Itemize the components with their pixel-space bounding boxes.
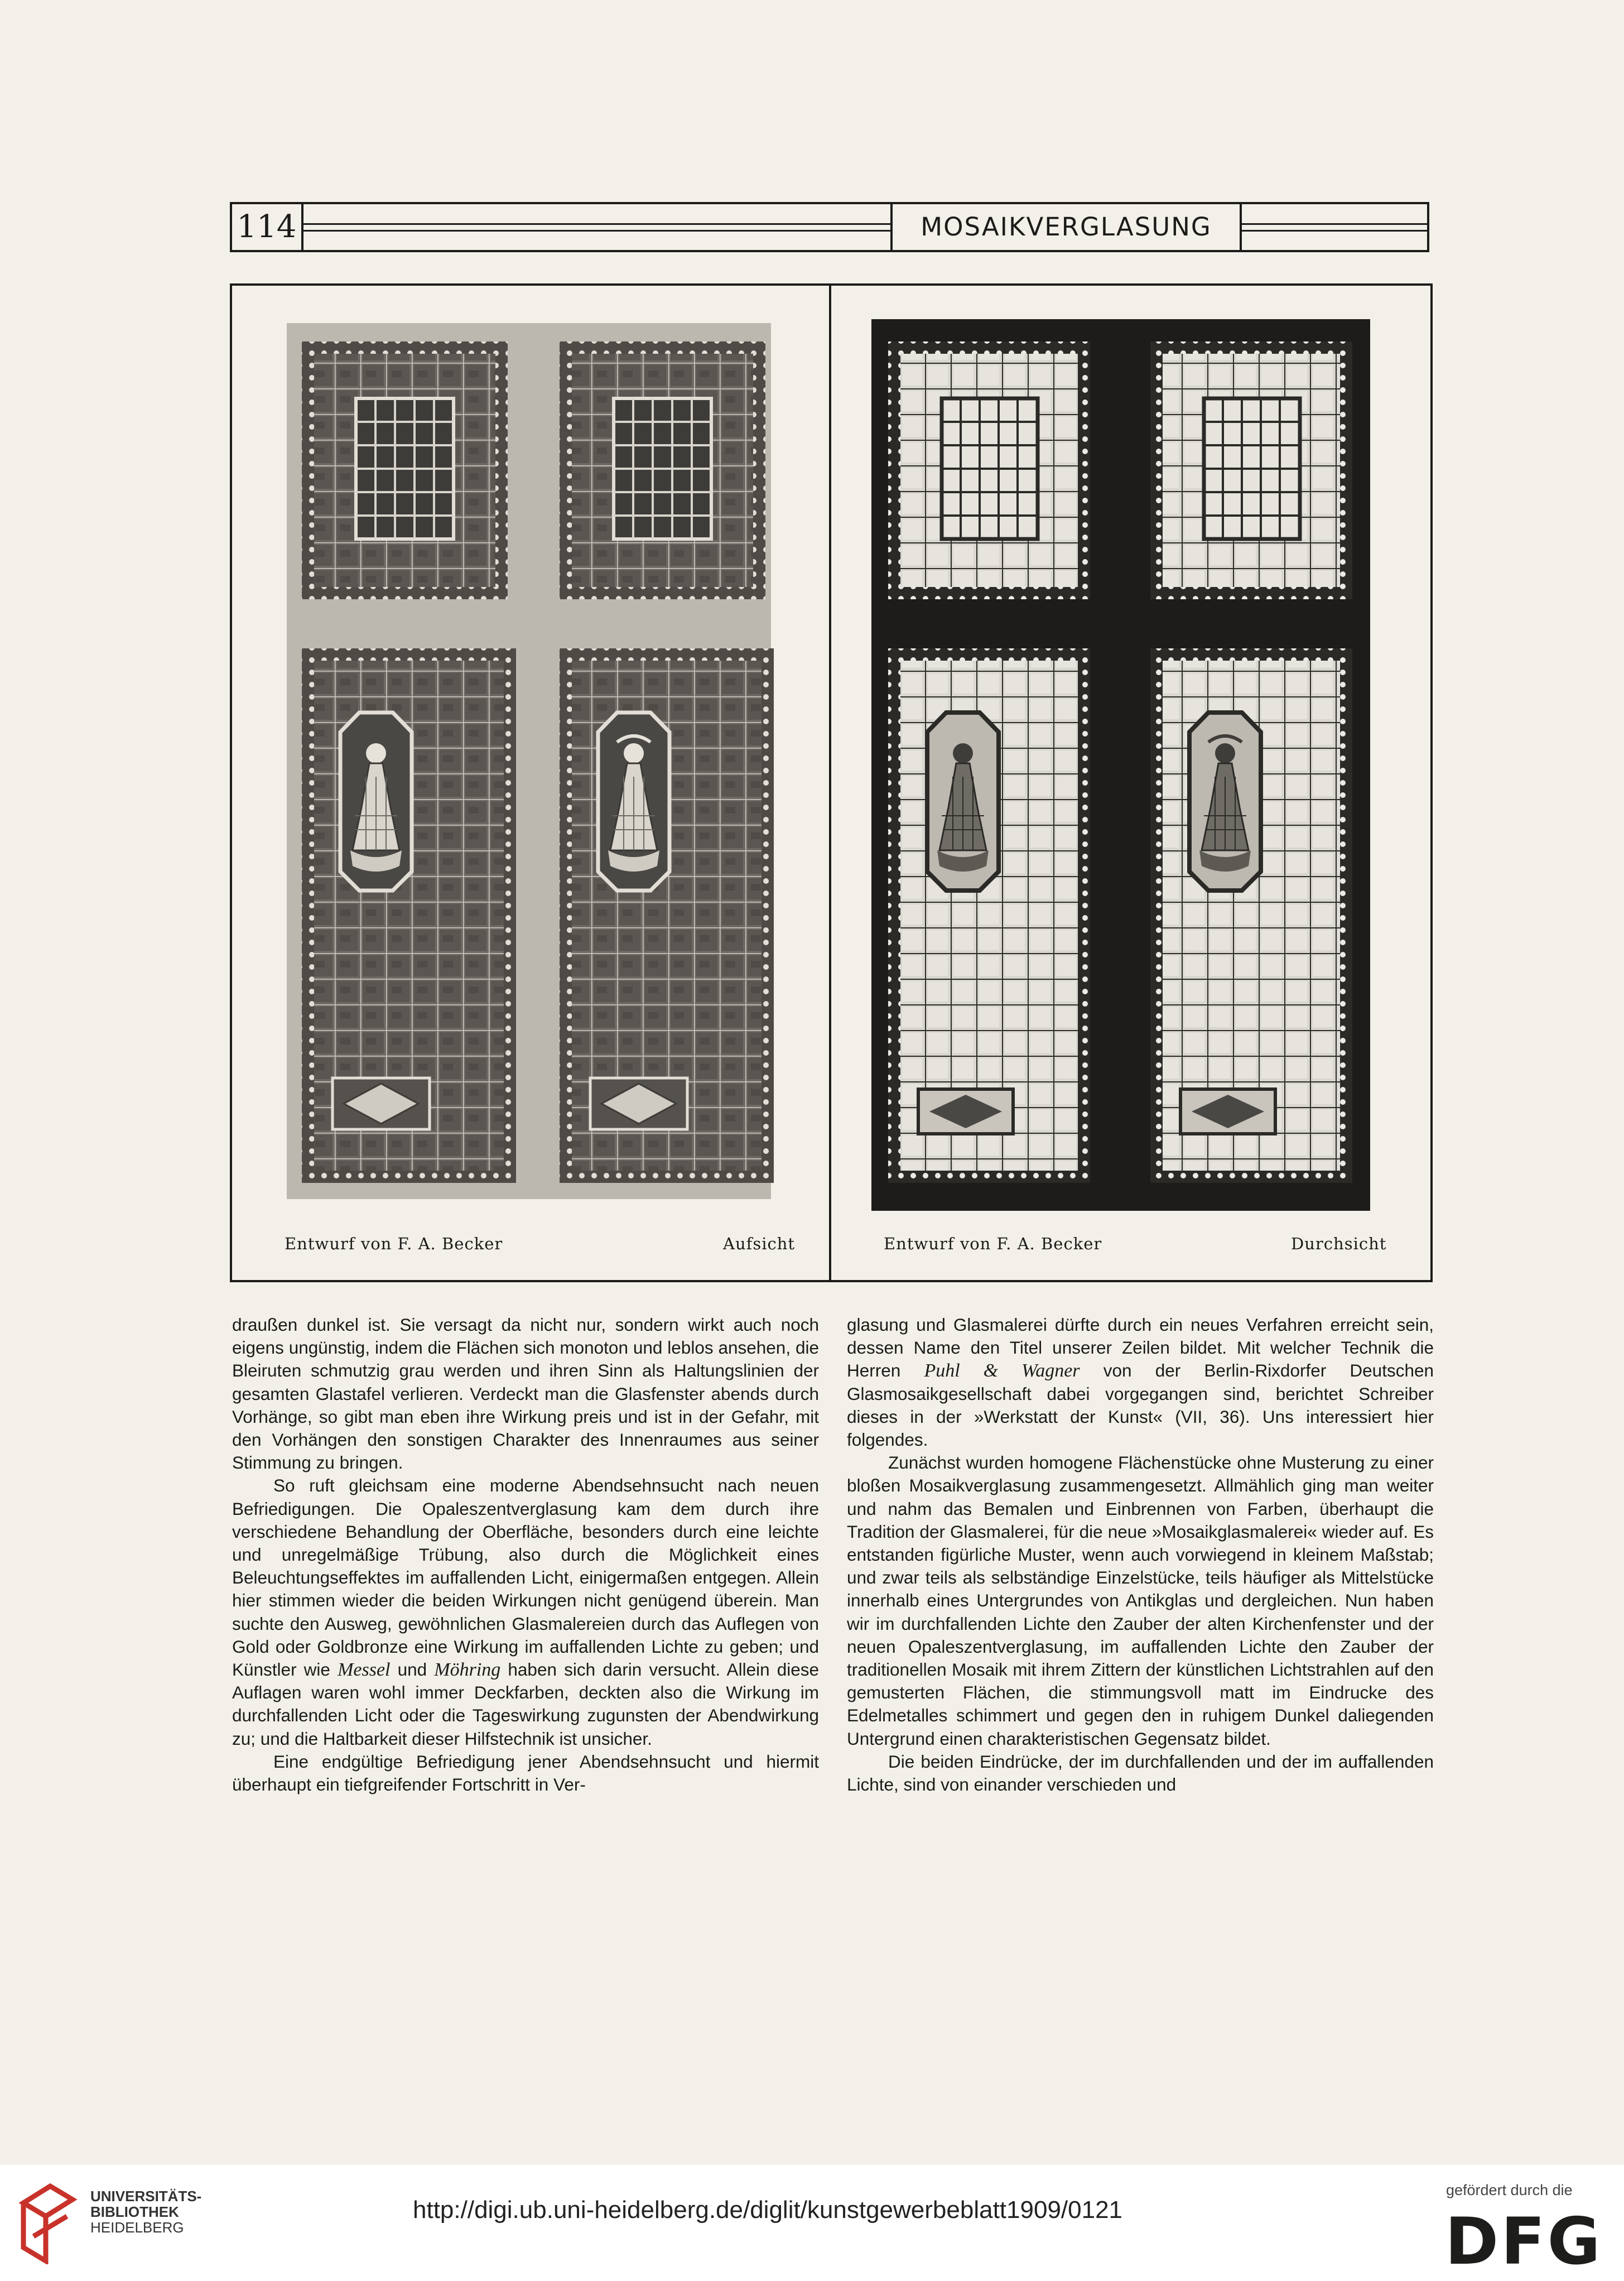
aufsicht-bottom-left-panel [302, 648, 516, 1183]
library-name-line2: BIBLIOTHEK [90, 2203, 179, 2220]
window-durchsicht [871, 319, 1370, 1211]
dfg-logo: DFG [1445, 2204, 1603, 2279]
caption-right-view: Durchsicht [1291, 1234, 1387, 1253]
aufsicht-top-left-panel [302, 341, 508, 599]
window-aufsicht [287, 323, 774, 1199]
durchsicht-bottom-right-panel [1150, 648, 1352, 1183]
durchsicht-top-left-panel [888, 341, 1090, 599]
page-number: 114 [232, 204, 303, 250]
paragraph: Die beiden Eindrücke, der im durchfallenden und der im auffallenden Lichte, sind von einander verschieden und [847, 1751, 1434, 1795]
durchsicht-top-right-panel [1150, 341, 1352, 599]
aufsicht-top-right-panel [560, 341, 765, 599]
durchsicht-bottom-left-panel [888, 648, 1090, 1183]
paragraph: So ruft gleichsam eine moderne Abendsehnsucht nach neuen Befriedigungen. Die Opaleszentverglasung kam dem durch ihre verschiedene Behandlung der Oberfläche, besonders durch eine leichte und unregelmäßige Trübung, also durch die Möglichkeit eines Beleuchtungseffektes im auffallenden Licht, einigermaßen entgegen. Allein hier stimmen wieder die beiden Wirkungen nicht genügend überein. Man suchte den Ausweg, gewöhnlichen Glasmalereien durch das Auflegen von Gold oder Goldbronze eine Wirkung im auffallenden Lichte zu geben; und Künstler wie Messel und Möhring haben sich darin versucht. Allein diese Auflagen waren wohl immer Deckfarben, deckten also die Wirkung im durchfallenden Licht oder die Tageswirkung zugunsten der Abendwirkung zu; und die Haltbarkeit dieser Hilfstechnik ist unsicher. [232, 1475, 820, 1749]
paragraph: Zunächst wurden homogene Flächenstücke ohne Musterung zu einer bloßen Mosaikverglasung zusammengesetzt. Allmählich ging man weiter und nahm das Bemalen und Einbrennen von Farben, überhaupt die Tradition der Glasmalerei, für die neue »Mosaikglasmalerei« wieder auf. Es entstanden figürliche Muster, wenn auch vorwiegend in kleinem Maßstab; und zwar teils als selbständige Einzelstücke, teils häufiger als Mittelstücke innerhalb eines Untergrundes von Antikglas und dergleichen. Nun haben wir im durchfallenden Lichte den Zauber der alten Kirchenfenster und der neuen Opaleszentverglasung, im auffallenden Lichte den Zauber der traditionellen Mosaik mit ihrem Zittern der künstlichen Lichtstrahlen auf den gemusterten Flächen, die stimmungsvoll matt im Eindrucke des Edelmetalles schimmert und gegen den in ruhigem Dunkel daliegenden Untergrund einen charakteristischen Gegensatz bildet. [847, 1452, 1434, 1749]
library-name-line1: UNIVERSITÄTS- [90, 2188, 202, 2205]
caption-left-view: Aufsicht [723, 1234, 796, 1253]
paragraph: Eine endgültige Befriedigung jener Abendsehnsucht und hiermit überhaupt ein tiefgreifender Fortschritt in Ver- [232, 1751, 819, 1795]
source-url-link[interactable]: http://digi.ub.uni-heidelberg.de/diglit/kunstgewerbeblatt1909/0121 [413, 2196, 1123, 2224]
caption-right-author: Entwurf von F. A. Becker [884, 1234, 1102, 1253]
library-name-line3: HEIDELBERG [90, 2219, 184, 2236]
digitization-footer [0, 2165, 1624, 2281]
caption-left-author: Entwurf von F. A. Becker [285, 1234, 503, 1253]
library-logo-icon [17, 2181, 79, 2264]
funding-note: gefördert durch die [1446, 2182, 1573, 2198]
header-rule-left-bottom [303, 230, 890, 232]
stained-glass-illustrations [232, 286, 1430, 1280]
header-rule-right-top [1240, 223, 1427, 225]
text-column-right [847, 1313, 1434, 1796]
text-column-left [232, 1313, 819, 1796]
library-name [90, 2188, 201, 2235]
section-title: MOSAIKVERGLASUNG [890, 204, 1242, 250]
header-rule-right-bottom [1240, 230, 1427, 232]
paragraph: draußen dunkel ist. Sie versagt da nicht nur, sondern wirkt auch noch eigens ungünstig, indem die Flächen sich monoton und leblos ansehen, die Bleiruten schmutzig grau werden und ihren Sinn als Haltungslinien der gesamten Glastafel verlieren. Verdeckt man die Glasfenster abends durch Vorhänge, so gibt man eben ihre Wirkung preis und ist in der Gefahr, mit den Vorhängen den sonstigen Charakter des Innenraumes aus seiner Stimmung zu bringen. [232, 1315, 819, 1473]
aufsicht-bottom-right-panel [560, 648, 774, 1183]
figure-panel [230, 283, 1433, 1282]
paragraph: glasung und Glasmalerei dürfte durch ein neues Verfahren erreicht sein, dessen Name den Titel unserer Zeilen bildet. Mit welcher Technik die Herren Puhl & Wagner von der Berlin-Rixdorfer Deutschen Glasmosaikgesellschaft dabei vorgegangen sind, berichtet Schreiber dieses in der »Werkstatt der Kunst« (VII, 36). Uns interessiert hier folgendes. [847, 1315, 1434, 1450]
running-header [230, 202, 1429, 252]
header-rule-left-top [303, 223, 890, 225]
